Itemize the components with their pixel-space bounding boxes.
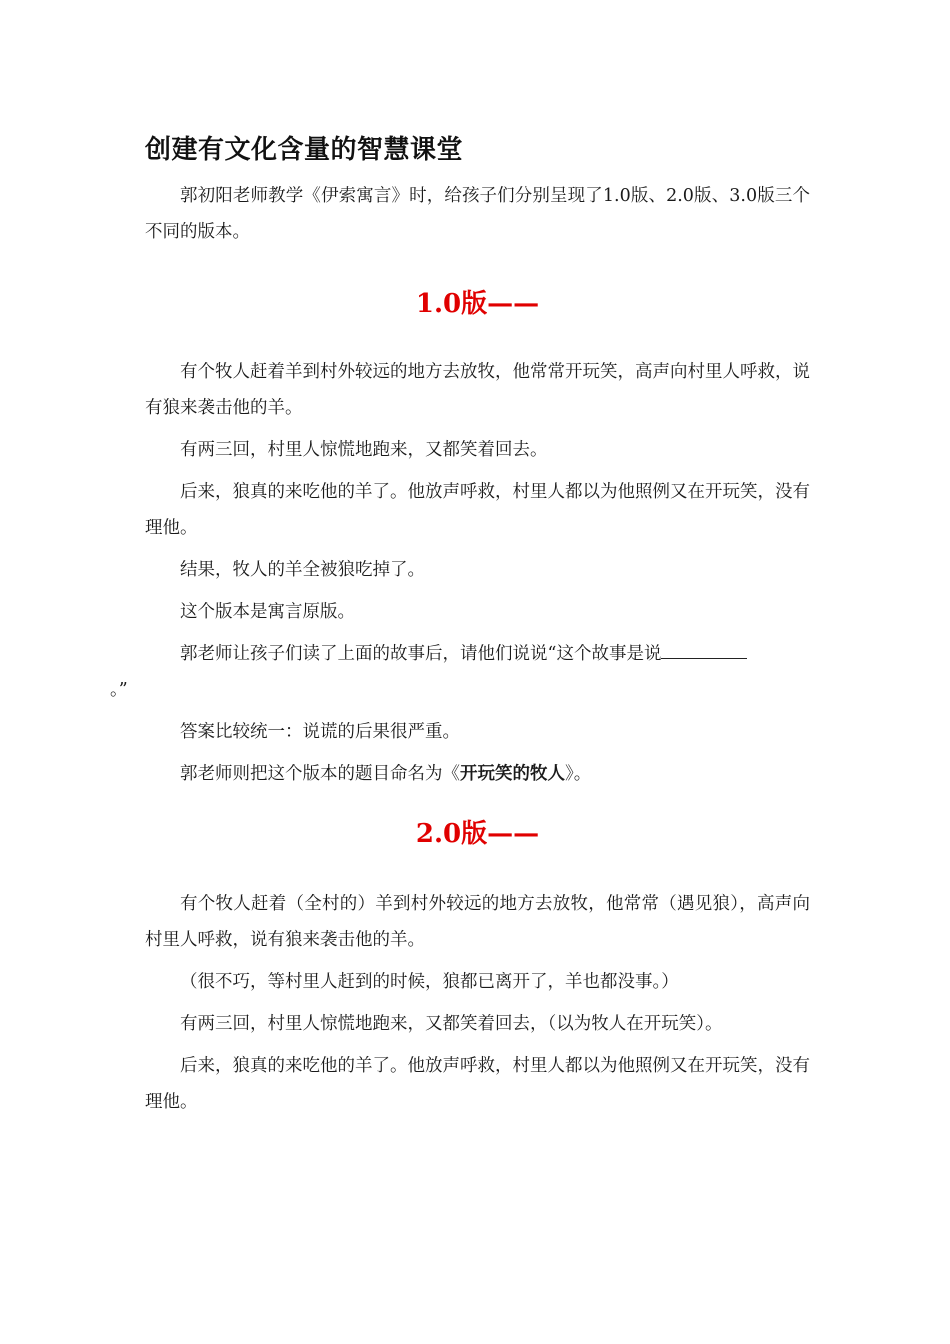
v1-paragraph-6 [110,636,810,708]
v1-paragraph-7: 答案比较统一：说谎的后果很严重。 [180,722,460,742]
v1-p8-after: 》。 [565,764,592,784]
v1-paragraph-4: 结果，牧人的羊全被狼吃掉了。 [180,560,425,580]
v2-paragraph-1: 有个牧人赶着（全村的）羊到村外较远的地方去放牧，他常常（遇见狼），高声向村里人呼救，说有狼来袭击他的羊。 [145,894,810,950]
intro-paragraph: 郭初阳老师教学《伊索寓言》时，给孩子们分别呈现了1.0版、2.0版、3.0版三个不同的版本。 [145,186,810,242]
document-page [110,130,810,1126]
v1-paragraph-2: 有两三回，村里人惊慌地跑来，又都笑着回去。 [180,440,548,460]
v1-paragraph-1: 有个牧人赶着羊到村外较远的地方去放牧，他常常开玩笑，高声向村里人呼救，说有狼来袭击他的羊。 [145,362,810,418]
v1-p8-before: 郭老师则把这个版本的题目命名为《 [180,764,460,784]
v1-paragraph-3: 后来，狼真的来吃他的羊了。他放声呼救，村里人都以为他照例又在开玩笑，没有理他。 [145,482,810,538]
fill-in-blank [661,640,747,659]
v1-paragraph-8 [145,756,810,792]
v1-paragraph-5: 这个版本是寓言原版。 [180,602,355,622]
v2-paragraph-3: 有两三回，村里人惊慌地跑来，又都笑着回去，（以为牧人在开玩笑）。 [180,1014,723,1034]
v2-paragraph-2: （很不巧，等村里人赶到的时候，狼都已离开了，羊也都没事。） [180,972,679,992]
section-heading-v2: 2.0版—— [415,819,540,849]
v1-p6-after: 。” [110,680,128,700]
story-title-bold: 开玩笑的牧人 [460,764,565,784]
v2-paragraph-4: 后来，狼真的来吃他的羊了。他放声呼救，村里人都以为他照例又在开玩笑，没有理他。 [145,1056,810,1112]
section-heading-v1: 1.0版—— [415,289,540,319]
v1-p6-before: 郭老师让孩子们读了上面的故事后，请他们说说“这个故事是说 [180,644,662,664]
document-title: 创建有文化含量的智慧课堂 [145,135,464,165]
